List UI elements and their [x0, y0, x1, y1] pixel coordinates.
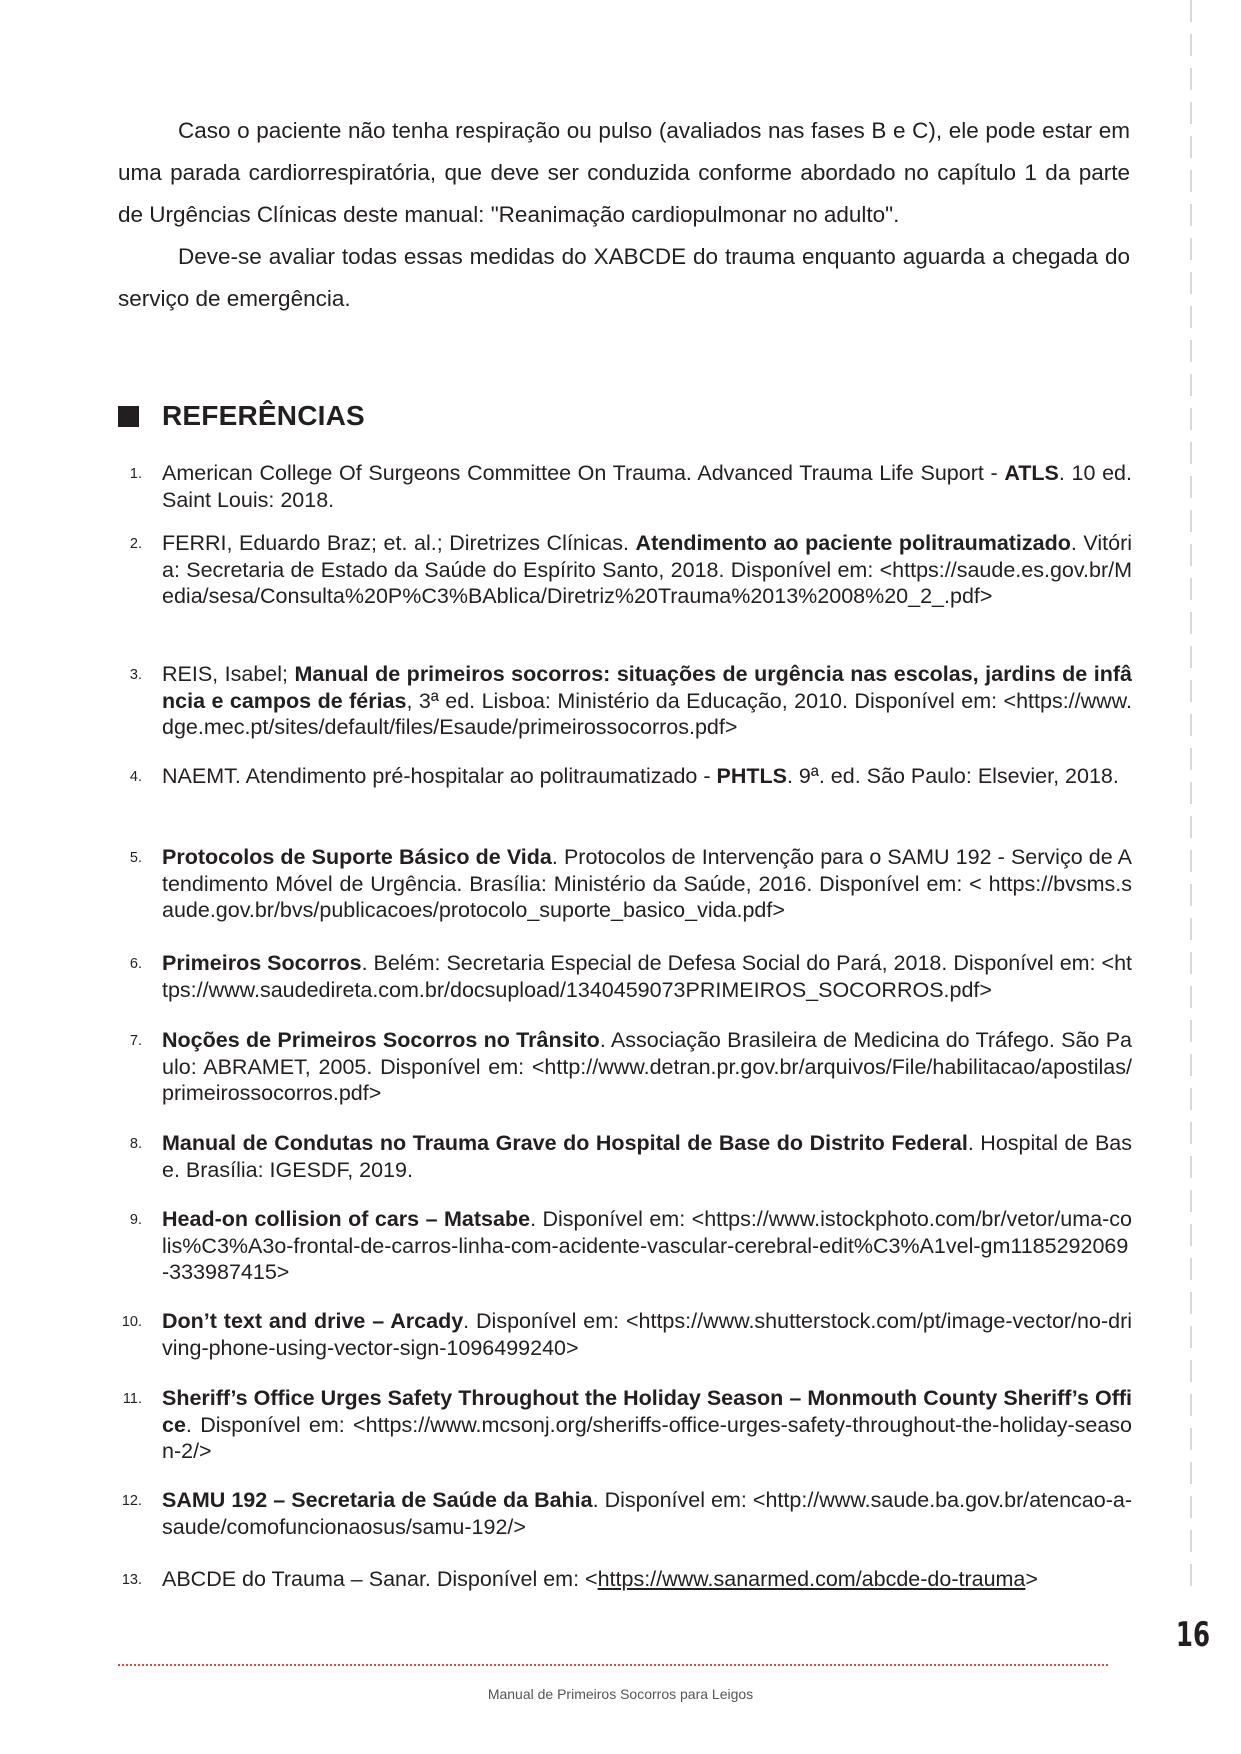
reference-number: 1.	[129, 466, 142, 482]
margin-dashed-rule	[1190, 0, 1192, 1590]
reference-segment: FERRI, Eduardo Braz; et. al.; Diretrizes Clínicas.	[162, 531, 636, 555]
reference-title: ATLS	[1004, 461, 1059, 485]
reference-segment: . Associação Brasileira de Medicina do Tráfego. São Paulo: ABRAMET, 2005. Disponível em: <http://www.detran.pr.gov.br/arquivos/File/habilitacao/apostilas/primeirossocorros.pdf>	[162, 1028, 1132, 1105]
reference-title: Noções de Primeiros Socorros no Trânsito	[162, 1028, 600, 1052]
reference-title: Manual de Condutas no Trauma Grave do Hospital de Base do Distrito Federal	[162, 1131, 968, 1155]
reference-text	[162, 1566, 1132, 1593]
reference-text	[162, 1487, 1132, 1540]
reference-number: 8.	[129, 1136, 142, 1152]
reference-text	[162, 844, 1132, 924]
reference-segment: . 9ª. ed. São Paulo: Elsevier, 2018.	[786, 764, 1119, 788]
reference-title: Manual de primeiros socorros: situações de urgência nas escolas, jardins de infância e campos de férias	[162, 662, 1132, 713]
reference-title: PHTLS	[716, 764, 787, 788]
reference-number: 4.	[129, 769, 142, 785]
reference-title: Don’t text and drive – Arcady	[162, 1309, 464, 1333]
reference-segment: ABCDE do Trauma – Sanar. Disponível em: <	[162, 1567, 598, 1591]
reference-text	[162, 1206, 1132, 1286]
reference-number: 2.	[129, 536, 142, 552]
reference-segment: NAEMT. Atendimento pré-hospitalar ao politraumatizado -	[162, 764, 717, 788]
reference-number: 10.	[121, 1314, 142, 1330]
reference-segment: . 10 ed. Saint Louis: 2018.	[162, 461, 1132, 512]
reference-text	[162, 950, 1132, 1003]
reference-segment: , 3ª ed. Lisboa: Ministério da Educação, 2010. Disponível em: <https://www.dge.mec.pt/sites/default/files/Esaude/primeirossocorros.pdf>	[162, 688, 1132, 739]
reference-title: Protocolos de Suporte Básico de Vida	[162, 845, 552, 869]
footer-dotted-rule	[118, 1664, 1108, 1666]
reference-number: 11.	[122, 1391, 142, 1407]
reference-number: 3.	[129, 667, 142, 683]
reference-number: 7.	[129, 1033, 142, 1049]
reference-text	[162, 1385, 1132, 1465]
reference-text	[162, 1027, 1132, 1107]
reference-title: Head-on collision of cars – Matsabe	[162, 1207, 531, 1231]
reference-text	[162, 1308, 1132, 1361]
reference-segment: . Disponível em: <https://www.shutterstock.com/pt/image-vector/no-driving-phone-using-vector-sign-1096499240>	[162, 1309, 1133, 1360]
reference-segment: . Disponível em: <http://www.saude.ba.gov.br/atencao-a-saude/comofuncionaosus/samu-192/>	[162, 1488, 1132, 1539]
body-text	[118, 110, 1130, 320]
reference-segment: . Vitória: Secretaria de Estado da Saúde do Espírito Santo, 2018. Disponível em: <https://saude.es.gov.br/Media/sesa/Consulta%20P%C3%BAblica/Diretriz%20Trauma%2013%2008%20_2_.pdf>	[162, 531, 1132, 608]
reference-title: Primeiros Socorros	[162, 951, 362, 975]
references-title: REFERÊNCIAS	[162, 400, 365, 431]
reference-number: 6.	[129, 956, 142, 972]
reference-number: 12.	[121, 1493, 142, 1509]
reference-segment: >	[1025, 1567, 1038, 1591]
reference-link[interactable]: https://www.sanarmed.com/abcde-do-trauma	[597, 1567, 1026, 1591]
reference-title: SAMU 192 – Secretaria de Saúde da Bahia	[162, 1488, 593, 1512]
reference-segment: . Protocolos de Intervenção para o SAMU 192 - Serviço de Atendimento Móvel de Urgência. Brasília: Ministério da Saúde, 2016. Disponível em: < https://bvsms.saude.gov.br/bvs/publicacoes/protocolo_suporte_basico_vida.pdf>	[162, 845, 1132, 922]
paragraph-cardiac-arrest: Caso o paciente não tenha respiração ou pulso (avaliados nas fases B e C), ele pode estar em uma parada cardiorrespiratória, que deve ser conduzida conforme abordado no capítulo 1 da parte de Urgências Clínicas deste manual: "Reanimação cardiopulmonar no adulto".	[118, 118, 1130, 227]
paragraph-xabcde: Deve-se avaliar todas essas medidas do XABCDE do trauma enquanto aguarda a chegada do serviço de emergência.	[118, 244, 1130, 311]
reference-number: 5.	[129, 850, 142, 866]
reference-text	[162, 1130, 1132, 1183]
reference-text	[162, 530, 1132, 610]
reference-segment: . Disponível em: <https://www.istockphoto.com/br/vetor/uma-colis%C3%A3o-frontal-de-carros-linha-com-acidente-vascular-cerebral-edit%C3%A1vel-gm1185292069-333987415>	[162, 1207, 1132, 1284]
reference-segment: REIS, Isabel;	[162, 662, 295, 686]
footer-title: Manual de Primeiros Socorros para Leigos	[487, 1686, 754, 1702]
reference-number: 13.	[121, 1572, 142, 1588]
reference-title: Sheriff’s Office Urges Safety Throughout the Holiday Season – Monmouth County Sheriff’s Office	[162, 1386, 1132, 1437]
reference-text	[162, 763, 1132, 790]
reference-number: 9.	[129, 1212, 142, 1228]
heading-square-icon	[118, 406, 139, 427]
page-number: 16	[1175, 1615, 1210, 1655]
reference-segment: . Belém: Secretaria Especial de Defesa Social do Pará, 2018. Disponível em: <https://www.saudedireta.com.br/docsupload/1340459073PRIMEIROS_SOCORROS.pdf>	[162, 951, 1133, 1002]
reference-text	[162, 661, 1132, 741]
reference-text	[162, 460, 1132, 513]
reference-segment: American College Of Surgeons Committee On Trauma. Advanced Trauma Life Suport -	[162, 461, 1005, 485]
reference-segment: . Hospital de Base. Brasília: IGESDF, 2019.	[162, 1131, 1132, 1182]
reference-segment: . Disponível em: <https://www.mcsonj.org/sheriffs-office-urges-safety-throughout-the-holiday-season-2/>	[162, 1412, 1132, 1463]
reference-title: Atendimento ao paciente politraumatizado	[635, 531, 1071, 555]
references-heading	[118, 396, 365, 436]
